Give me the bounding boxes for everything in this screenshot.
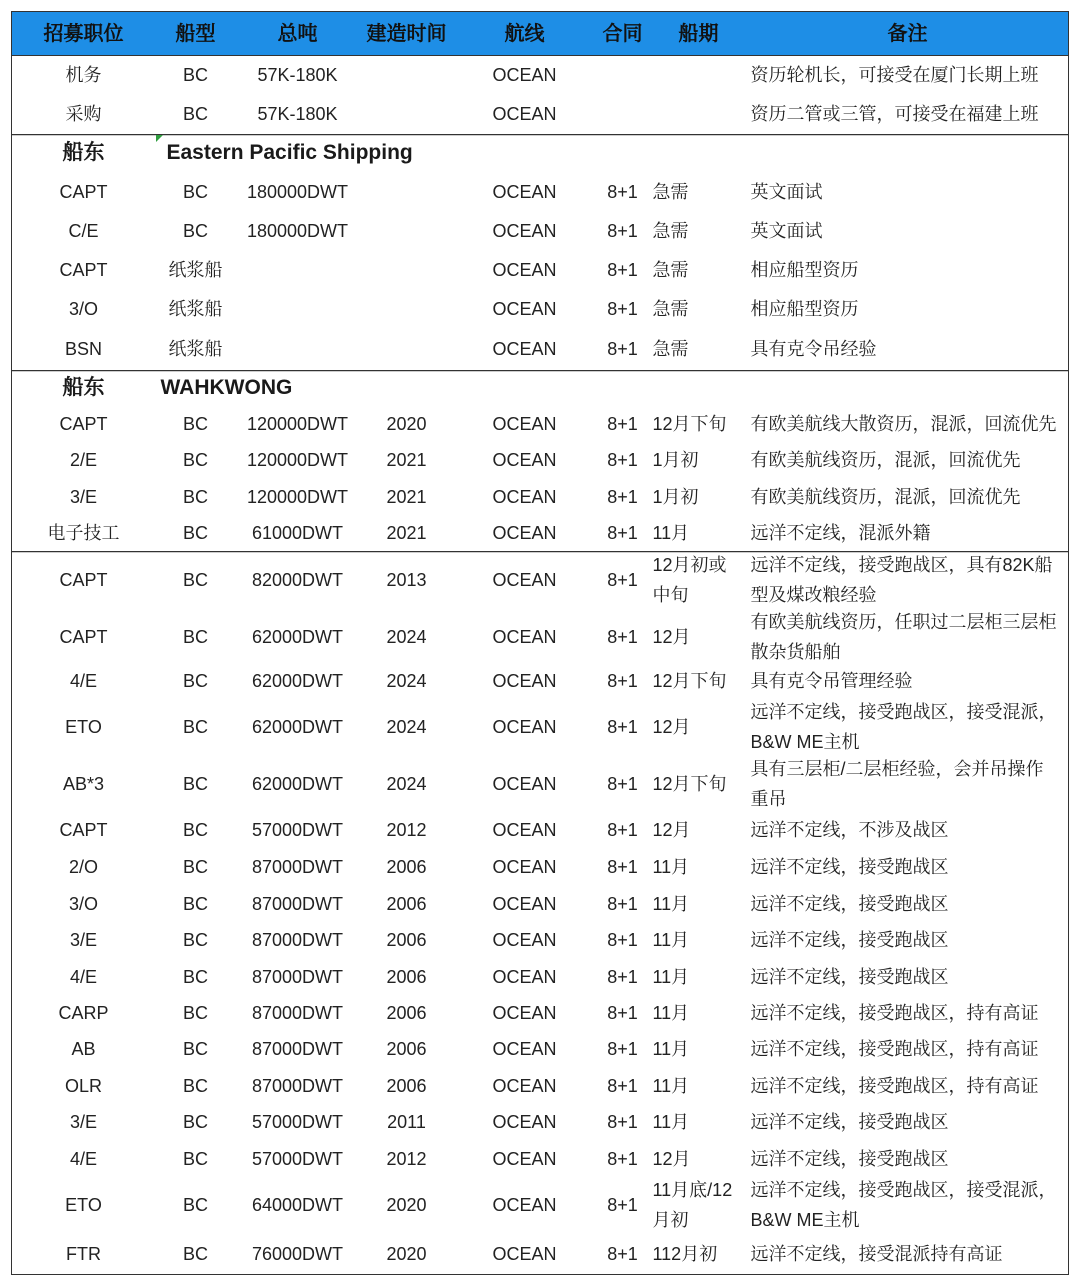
contract-cell: 8+1 [607,671,638,691]
build-year-cell: 2020 [386,1243,427,1264]
remarks-cell: 远洋不定线，接受跑战区 [750,1148,949,1169]
tonnage-cell [236,290,360,329]
route-cell: OCEAN [492,339,557,359]
schedule-cell: 急需 [652,260,689,280]
contract-cell: 8+1 [607,339,638,359]
tonnage-cell: 62000DWT [251,626,344,647]
remarks-cell: 有欧美航线资历，混派，回流优先 [750,450,1021,470]
build-year-cell [360,173,454,212]
schedule-cell: 1月初 [652,450,699,470]
ship-type-cell: BC [182,717,208,737]
build-year-cell: 2024 [386,626,427,647]
build-year-cell: 2006 [386,966,427,987]
schedule-cell [650,95,748,134]
shipowner-label: 船东 [62,141,105,164]
tonnage-cell: 57K-180K [257,65,338,85]
shipowner-row [12,134,1068,173]
table-row [12,212,1068,251]
ship-type-cell: 纸浆船 [168,299,223,319]
ship-type-cell: BC [182,570,208,590]
position-cell: 4/E [69,1148,98,1169]
table-row [12,1141,1068,1177]
shipowner-name-text: WAHKWONG [160,375,293,399]
ship-type-cell: BC [182,966,208,987]
shipowner-name [156,134,1068,173]
route-cell: OCEAN [492,626,557,647]
position-cell: CAPT [59,820,108,840]
build-year-cell: 2012 [386,820,427,840]
build-year-cell [360,95,454,134]
route-cell: OCEAN [492,1002,557,1023]
build-year-cell: 2012 [386,1148,427,1169]
table-section [12,56,1068,134]
shipowner-label: 船东 [62,375,105,399]
schedule-cell: 急需 [652,182,689,202]
table-row [12,922,1068,959]
remarks-cell: 远洋不定线，混派外籍 [750,522,931,543]
position-cell: CAPT [59,570,108,590]
table-row [12,610,1068,664]
build-year-cell [360,212,454,251]
route-cell: OCEAN [492,260,557,280]
schedule-cell: 112月初 [652,1243,718,1264]
build-year-cell: 2006 [386,930,427,950]
ship-type-cell: BC [182,1039,208,1059]
contract-cell: 8+1 [607,221,638,241]
tonnage-cell: 87000DWT [251,930,344,950]
remarks-cell: 远洋不定线，接受跑战区，持有高证 [750,1075,1039,1096]
remarks-cell: 有欧美航线资历，任职过二层柜三层柜散杂货船舶 [750,611,1057,662]
position-cell: AB [71,1039,96,1059]
route-cell: OCEAN [492,893,557,914]
shipowner-name [156,370,1068,406]
contract-cell: 8+1 [607,893,638,914]
schedule-cell: 11月 [652,857,690,877]
position-cell: 3/O [68,893,98,914]
build-year-cell: 2011 [387,1112,426,1132]
table-row [12,442,1068,479]
table-row [12,886,1068,922]
table-row [12,290,1068,329]
table-row [12,251,1068,290]
table-row [12,95,1068,134]
remarks-cell: 远洋不定线，接受跑战区，具有82K船型及煤改粮经验 [750,555,1053,605]
remarks-cell: 远洋不定线，接受跑战区，持有高证 [750,1039,1039,1059]
ship-type-cell: BC [182,1243,208,1264]
ship-type-cell: BC [182,413,208,434]
route-cell: OCEAN [492,857,557,877]
remarks-cell: 远洋不定线，接受跑战区 [750,1112,949,1132]
build-year-cell: 2006 [386,1039,427,1059]
tonnage-cell: 87000DWT [251,1075,344,1096]
remarks-cell: 远洋不定线，接受跑战区 [750,930,949,950]
contract-cell [596,95,650,134]
remarks-cell: 远洋不定线，接受跑战区，接受混派，B&W ME主机 [750,1180,1057,1230]
route-cell: OCEAN [492,104,557,124]
table-row [12,56,1068,95]
contract-cell: 8+1 [607,773,638,794]
tonnage-cell: 120000DWT [246,413,349,434]
position-cell: AB*3 [62,773,105,794]
table-row [12,1104,1068,1141]
contract-cell: 8+1 [607,930,638,950]
position-cell: 2/E [69,450,98,470]
table-row [12,329,1068,370]
build-year-cell: 2024 [386,773,427,794]
contract-cell: 8+1 [607,1148,638,1169]
contract-cell: 8+1 [607,1195,638,1215]
ship-type-cell: 纸浆船 [168,260,223,280]
build-year-cell: 2006 [386,857,427,877]
route-cell: OCEAN [492,717,557,737]
schedule-cell: 12月 [652,717,691,737]
tonnage-cell: 62000DWT [251,773,344,794]
route-cell: OCEAN [492,671,557,691]
position-cell: CAPT [59,413,108,434]
remarks-cell: 远洋不定线，接受跑战区 [750,966,949,987]
position-cell: 电子技工 [47,522,120,543]
build-year-cell: 2020 [386,413,427,434]
tonnage-cell: 57K-180K [257,104,338,124]
contract-cell: 8+1 [607,1075,638,1096]
position-cell: CAPT [59,260,108,280]
route-cell: OCEAN [492,1112,557,1132]
table-row [12,1068,1068,1104]
position-cell: 机务 [65,65,102,85]
build-year-cell: 2024 [386,671,427,691]
tonnage-cell: 82000DWT [251,570,344,590]
contract-cell: 8+1 [607,626,638,647]
position-cell: 3/O [68,299,98,319]
schedule-cell: 12月 [652,626,691,647]
contract-cell: 8+1 [607,857,638,877]
route-cell: OCEAN [492,966,557,987]
route-cell: OCEAN [492,1039,557,1059]
table-body [12,56,1068,1274]
header-ship-type: 船型 [175,22,216,45]
build-year-cell: 2024 [386,717,427,737]
remarks-cell: 有欧美航线大散资历，混派，回流优先 [750,413,1057,434]
shipowner-name-text: Eastern Pacific Shipping [166,141,413,164]
remarks-cell: 资历二管或三管，可接受在福建上班 [750,104,1039,124]
build-year-cell: 2006 [386,1002,427,1023]
schedule-cell: 11月 [652,1112,690,1132]
remarks-cell: 相应船型资历 [750,299,859,319]
schedule-cell: 11月底/12月初 [652,1180,733,1230]
contract-cell [596,56,650,95]
tonnage-cell: 87000DWT [251,1039,344,1059]
schedule-cell: 11月 [652,1075,690,1096]
position-cell: 4/E [69,671,98,691]
ship-type-cell: BC [182,486,208,507]
route-cell: OCEAN [492,930,557,950]
tonnage-cell: 120000DWT [246,450,349,470]
build-year-cell: 2006 [386,1075,427,1096]
tonnage-cell: 62000DWT [251,717,344,737]
cell-indicator-marker [156,135,163,142]
build-year-cell: 2013 [386,570,427,590]
route-cell: OCEAN [492,486,557,507]
position-cell: ETO [65,1195,102,1215]
contract-cell: 8+1 [607,522,638,543]
tonnage-cell: 120000DWT [246,486,349,507]
position-cell: OLR [64,1075,102,1096]
tonnage-cell [236,251,360,290]
build-year-cell: 2020 [386,1195,427,1215]
position-cell: 2/O [68,857,98,877]
schedule-cell: 11月 [652,522,690,543]
ship-type-cell: BC [182,1148,208,1169]
ship-type-cell: BC [182,1195,208,1215]
contract-cell: 8+1 [607,486,638,507]
schedule-cell: 11月 [652,966,690,987]
tonnage-cell: 57000DWT [251,1112,344,1132]
header-position: 招募职位 [43,22,124,45]
tonnage-cell: 57000DWT [251,820,344,840]
schedule-cell: 12月下旬 [652,773,727,794]
tonnage-cell: 64000DWT [251,1195,344,1215]
ship-type-cell: BC [182,104,208,124]
position-cell: CARP [58,1002,109,1023]
schedule-cell: 12月 [652,820,691,840]
ship-type-cell: BC [182,671,208,691]
route-cell: OCEAN [492,773,557,794]
table-row [12,515,1068,551]
table-row [12,551,1068,610]
remarks-cell: 远洋不定线，接受跑战区 [750,857,949,877]
remarks-cell: 英文面试 [750,221,823,241]
build-year-cell [360,329,454,370]
header-build-year: 建造时间 [366,22,447,45]
ship-type-cell: BC [182,65,208,85]
table-row [12,173,1068,212]
schedule-cell: 12月下旬 [652,671,727,691]
schedule-cell: 急需 [652,221,689,241]
table-header-row [12,12,1068,56]
header-remarks: 备注 [887,22,928,45]
route-cell: OCEAN [492,1075,557,1096]
table-section [12,370,1068,551]
position-cell: 3/E [69,1112,98,1132]
schedule-cell: 急需 [652,299,689,319]
tonnage-cell: 76000DWT [251,1243,344,1264]
build-year-cell: 2006 [386,893,427,914]
contract-cell: 8+1 [607,966,638,987]
remarks-cell: 具有克令吊管理经验 [750,671,913,691]
remarks-cell: 资历轮机长，可接受在厦门长期上班 [750,65,1039,85]
route-cell: OCEAN [492,820,557,840]
table-row [12,664,1068,699]
route-cell: OCEAN [492,299,557,319]
ship-type-cell: BC [182,930,208,950]
tonnage-cell: 87000DWT [251,893,344,914]
ship-type-cell: BC [182,773,208,794]
ship-type-cell: 纸浆船 [168,339,223,359]
ship-type-cell: BC [182,820,208,840]
ship-type-cell: BC [182,1075,208,1096]
build-year-cell [360,290,454,329]
position-cell: CAPT [59,626,108,647]
position-cell: FTR [66,1243,101,1264]
remarks-cell: 有欧美航线资历，混派，回流优先 [750,486,1021,507]
route-cell: OCEAN [492,182,557,202]
ship-type-cell: BC [182,182,208,202]
remarks-cell: 远洋不定线，接受混派持有高证 [750,1243,1003,1264]
table-row [12,699,1068,756]
position-cell: CAPT [59,182,108,202]
ship-type-cell: BC [182,221,208,241]
ship-type-cell: BC [182,522,208,543]
table-row [12,479,1068,515]
tonnage-cell: 87000DWT [251,966,344,987]
ship-type-cell: BC [182,1002,208,1023]
position-cell: 采购 [65,104,102,124]
contract-cell: 8+1 [607,1039,638,1059]
table-row [12,756,1068,812]
contract-cell: 8+1 [607,1002,638,1023]
tonnage-cell: 61000DWT [251,522,344,543]
contract-cell: 8+1 [607,299,638,319]
header-route: 航线 [504,22,545,45]
route-cell: OCEAN [492,221,557,241]
build-year-cell: 2021 [386,450,427,470]
build-year-cell [360,56,454,95]
ship-type-cell: BC [182,857,208,877]
contract-cell: 8+1 [607,182,638,202]
tonnage-cell: 87000DWT [251,1002,344,1023]
shipowner-row [12,370,1068,406]
position-cell: 3/E [69,486,98,507]
table-row [12,1031,1068,1068]
tonnage-cell [236,329,360,370]
position-cell: ETO [65,717,102,737]
header-contract: 合同 [602,22,643,45]
schedule-cell: 11月 [652,893,690,914]
route-cell: OCEAN [492,450,557,470]
schedule-cell: 12月下旬 [652,413,727,434]
table-section [12,551,1068,1274]
remarks-cell: 英文面试 [750,182,823,202]
contract-cell: 8+1 [607,450,638,470]
schedule-cell: 急需 [652,339,689,359]
route-cell: OCEAN [492,522,557,543]
table-section [12,134,1068,370]
table-row [12,1234,1068,1274]
table-row [12,995,1068,1031]
schedule-cell [650,56,748,95]
schedule-cell: 12月初或中旬 [652,555,727,605]
header-schedule: 船期 [678,22,719,45]
build-year-cell: 2021 [386,486,427,507]
table-row [12,959,1068,995]
contract-cell: 8+1 [607,1243,638,1264]
build-year-cell: 2021 [386,522,427,543]
tonnage-cell: 57000DWT [251,1148,344,1169]
ship-type-cell: BC [182,1112,208,1132]
tonnage-cell: 62000DWT [251,671,344,691]
contract-cell: 8+1 [607,820,638,840]
recruitment-table [11,11,1069,1275]
contract-cell: 8+1 [607,413,638,434]
tonnage-cell: 180000DWT [246,221,349,241]
position-cell: 3/E [69,930,98,950]
remarks-cell: 远洋不定线，接受跑战区，持有高证 [750,1002,1039,1023]
ship-type-cell: BC [182,893,208,914]
contract-cell: 8+1 [607,260,638,280]
contract-cell: 8+1 [607,1112,638,1132]
remarks-cell: 远洋不定线，接受跑战区，接受混派，B&W ME主机 [750,702,1057,752]
build-year-cell [360,251,454,290]
route-cell: OCEAN [492,1148,557,1169]
route-cell: OCEAN [492,413,557,434]
tonnage-cell: 87000DWT [251,857,344,877]
route-cell: OCEAN [492,1195,557,1215]
remarks-cell: 相应船型资历 [750,260,859,280]
table-row [12,812,1068,849]
header-tonnage: 总吨 [277,22,318,45]
ship-type-cell: BC [182,450,208,470]
contract-cell: 8+1 [607,570,638,590]
route-cell: OCEAN [492,1243,557,1264]
route-cell: OCEAN [492,570,557,590]
table-row [12,406,1068,442]
table-row [12,1177,1068,1234]
remarks-cell: 具有克令吊经验 [750,339,877,359]
position-cell: BSN [64,339,102,359]
contract-cell: 8+1 [607,717,638,737]
remarks-cell: 远洋不定线，接受跑战区 [750,893,949,914]
remarks-cell: 具有三层柜/二层柜经验，会并吊操作重吊 [750,758,1044,809]
schedule-cell: 12月 [652,1148,691,1169]
ship-type-cell: BC [182,626,208,647]
remarks-cell: 远洋不定线，不涉及战区 [750,820,949,840]
schedule-cell: 11月 [652,1039,690,1059]
route-cell: OCEAN [492,65,557,85]
table-row [12,849,1068,886]
tonnage-cell: 180000DWT [246,182,349,202]
position-cell: 4/E [69,966,98,987]
schedule-cell: 11月 [652,1002,690,1023]
position-cell: C/E [68,221,99,241]
schedule-cell: 1月初 [652,486,699,507]
schedule-cell: 11月 [652,930,690,950]
